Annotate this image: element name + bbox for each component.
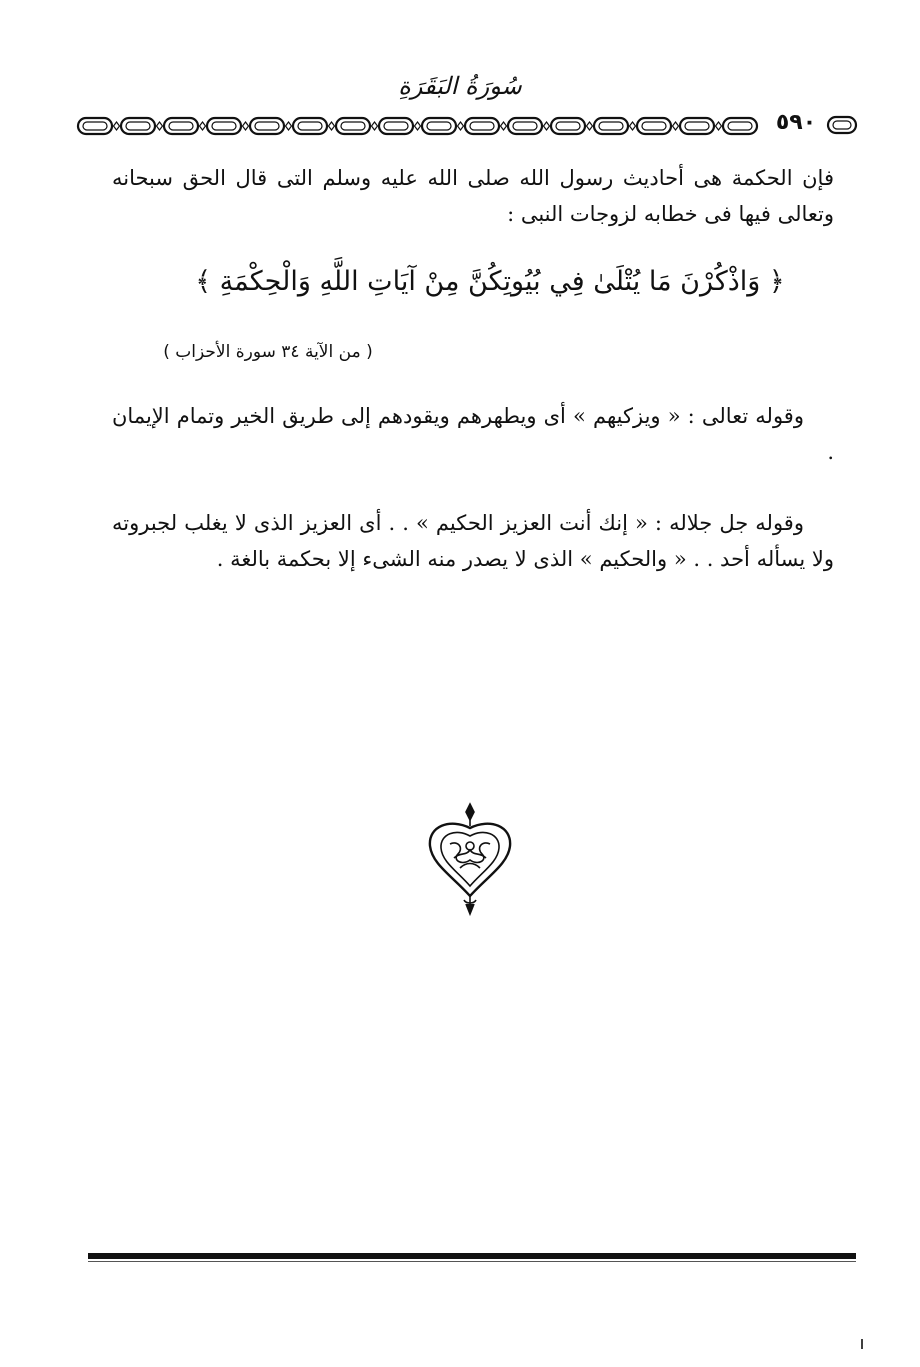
quran-verse: ﴿ وَاذْكُرْنَ مَا يُتْلَىٰ فِي بُيُوتِكُنَّ مِنْ آيَاتِ اللَّهِ وَالْحِكْمَةِ ﴾ xyxy=(195,266,785,297)
chain-link-icon xyxy=(78,118,112,134)
chain-diamond-icon xyxy=(501,122,507,130)
chain-diamond-icon xyxy=(458,122,464,130)
paragraph-hikma-hadith: فإن الحكمة هى أحاديث رسول الله صلى الله عليه وسلم التى قال الحق سبحانه وتعالى فيها فى خطابه لزوجات النبى : xyxy=(112,166,834,226)
chain-link-icon xyxy=(508,118,542,134)
chain-link-icon xyxy=(379,118,413,134)
chain-diamond-icon xyxy=(114,122,120,130)
chain-link-icon xyxy=(207,118,241,134)
chain-diamond-icon xyxy=(157,122,163,130)
verse-citation: ( من الآية ٣٤ سورة الأحزاب ) xyxy=(163,342,373,362)
chain-link-icon xyxy=(336,118,370,134)
page-number: ٥٩٠ xyxy=(775,110,817,135)
corner-mark xyxy=(858,1338,866,1350)
chain-diamond-icon xyxy=(673,122,679,130)
chain-link-icon xyxy=(121,118,155,134)
paragraph-yuzakkihim-text: وقوله تعالى : « ويزكيهم » أى ويطهرهم ويقودهم إلى طريق الخير وتمام الإيمان . xyxy=(112,404,834,464)
chain-diamond-icon xyxy=(329,122,335,130)
chain-link-icon xyxy=(465,118,499,134)
paragraph-al-aziz-al-hakim-text: وقوله جل جلاله : « إنك أنت العزيز الحكيم » . . أى العزيز الذى لا يغلب لجبروته ولا يسأله أحد . . « والحكيم » الذى لا يصدر منه الشىء إلا بحكمة بالغة . xyxy=(112,511,834,571)
chain-link-icon xyxy=(250,118,284,134)
chain-end-link-icon xyxy=(826,114,858,136)
chain-link-icon xyxy=(637,118,671,134)
footer-rule-thin xyxy=(88,1261,856,1262)
chain-diamond-icon xyxy=(200,122,206,130)
chain-diamond-icon xyxy=(544,122,550,130)
paragraph-al-aziz-al-hakim xyxy=(112,505,834,577)
chain-link-icon xyxy=(164,118,198,134)
chain-link-icon xyxy=(594,118,628,134)
chain-diamond-icon xyxy=(716,122,722,130)
chain-diamond-icon xyxy=(587,122,593,130)
surah-title: سُورَةُ البَقَرَةِ xyxy=(398,72,522,100)
chain-diamond-icon xyxy=(372,122,378,130)
chain-diamond-icon xyxy=(243,122,249,130)
paragraph-yuzakkihim xyxy=(112,398,834,470)
chain-diamond-icon xyxy=(286,122,292,130)
chain-link-icon xyxy=(723,118,757,134)
chain-link-icon xyxy=(551,118,585,134)
chain-link-icon xyxy=(293,118,327,134)
chain-diamond-icon xyxy=(415,122,421,130)
floral-vignette-ornament xyxy=(420,800,520,918)
chain-diamond-icon xyxy=(630,122,636,130)
footer-rule xyxy=(88,1253,856,1259)
chain-link-icon xyxy=(680,118,714,134)
chain-link-icon xyxy=(422,118,456,134)
chain-ornament-border xyxy=(76,112,764,140)
